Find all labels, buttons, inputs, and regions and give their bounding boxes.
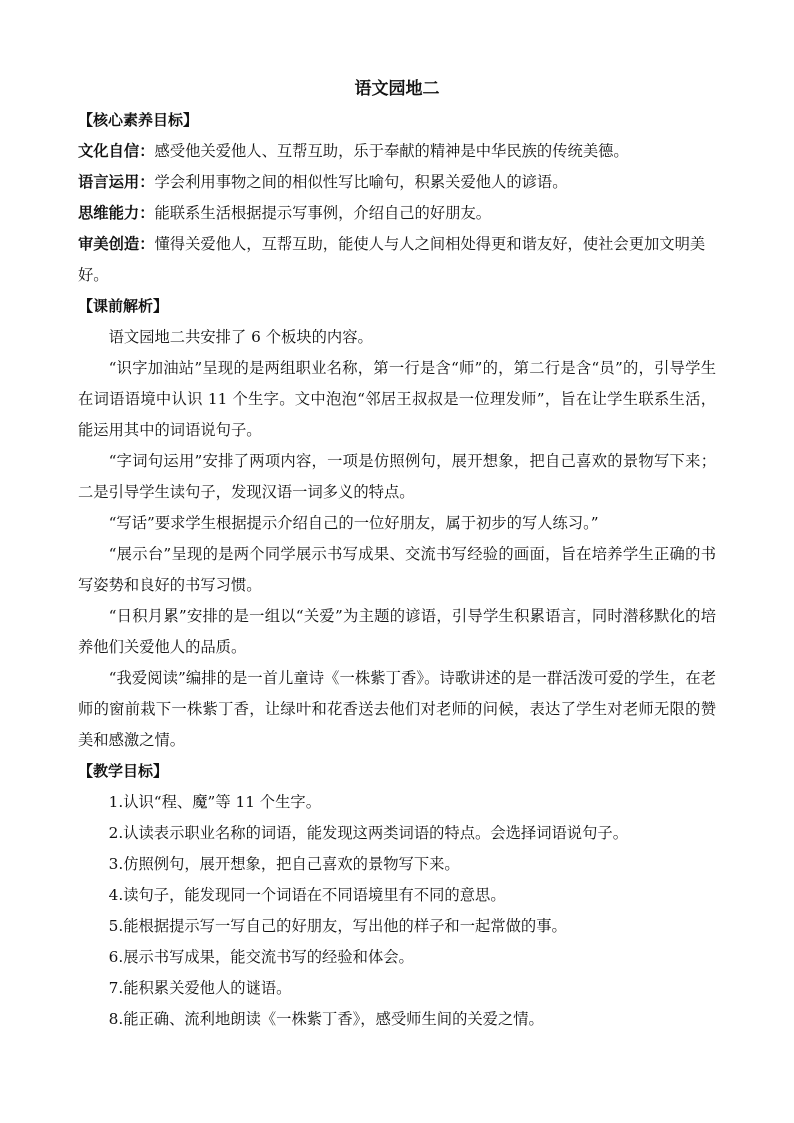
teaching-goal-item: 8.能正确、流利地朗读《一株紫丁香》，感受师生间的关爱之情。 [108,1010,544,1028]
core-goal-item [78,198,716,229]
core-goals-heading: 【核心素养目标】 [78,111,199,129]
teaching-goal-item: 1.认识“程、魔”等 11 个生字。 [108,793,321,811]
analysis-paragraph: “字词句运用”安排了两项内容，一项是仿照例句，展开想象，把自己喜欢的景物写下来；二是引导学生读句子，发现汉语一词多义的特点。 [78,452,716,501]
analysis-heading: 【课前解析】 [78,297,169,315]
core-goal-label: 文化自信： [78,142,155,160]
core-goal-text: 懂得关爱他人，互帮互助，能使人与人之间相处得更和谐友好，使社会更加文明美好。 [78,235,706,284]
analysis-paragraph: “写话”要求学生根据提示介绍自己的一位好朋友，属于初步的写人练习。” [108,514,599,532]
analysis-section [78,291,716,756]
analysis-paragraph: “我爱阅读”编排的是一首儿童诗《一株紫丁香》。诗歌讲述的是一群活泼可爱的学生，在老师的窗前栽下一株紫丁香，让绿叶和花香送去他们对老师的问候，表达了学生对老师无限的赞美和感激之情。 [78,669,716,749]
core-goal-text: 学会利用事物之间的相似性写比喻句，积累关爱他人的谚语。 [154,173,568,191]
analysis-paragraph: “展示台”呈现的是两个同学展示书写成果、交流书写经验的画面，旨在培养学生正确的书写姿势和良好的书写习惯。 [78,545,716,594]
analysis-paragraph: 语文园地二共安排了 6 个板块的内容。 [108,328,373,346]
analysis-paragraph: “日积月累”安排的是一组以“关爱”为主题的谚语，引导学生积累语言，同时潜移默化的培养他们关爱他人的品质。 [78,607,716,656]
core-goal-label: 思维能力： [78,204,155,222]
teaching-goals-section [78,756,716,1035]
core-goal-item [78,229,716,291]
analysis-paragraph: “识字加油站”呈现的是两组职业名称，第一行是含“师”的，第二行是含“员”的，引导学生在词语语境中认识 11 个生字。文中泡泡“邻居王叔叔是一位理发师”，旨在让学生联系生活，能运用其中的词语说句子。 [78,359,716,439]
page-title: 语文园地二 [354,79,440,99]
core-goals-section [78,105,716,291]
teaching-goal-item: 7.能积累关爱他人的谜语。 [108,979,292,997]
core-goal-label: 审美创造： [78,235,155,253]
teaching-goal-item: 4.读句子，能发现同一个词语在不同语境里有不同的意思。 [108,886,506,904]
core-goal-item [78,136,716,167]
teaching-goal-item: 5.能根据提示写一写自己的好朋友，写出他的样子和一起常做的事。 [108,917,567,935]
teaching-goal-item: 3.仿照例句，展开想象，把自己喜欢的景物写下来。 [108,855,460,873]
teaching-goals-heading: 【教学目标】 [78,762,169,780]
teaching-goal-item: 6.展示书写成果，能交流书写的经验和体会。 [108,948,414,966]
core-goal-text: 能联系生活根据提示写事例，介绍自己的好朋友。 [154,204,492,222]
teaching-goal-item: 2.认读表示职业名称的词语，能发现这两类词语的特点。会选择词语说句子。 [108,824,628,842]
core-goal-text: 感受他关爱他人、互帮互助，乐于奉献的精神是中华民族的传统美德。 [154,142,629,160]
core-goal-label: 语言运用： [78,173,155,191]
core-goal-item [78,167,716,198]
